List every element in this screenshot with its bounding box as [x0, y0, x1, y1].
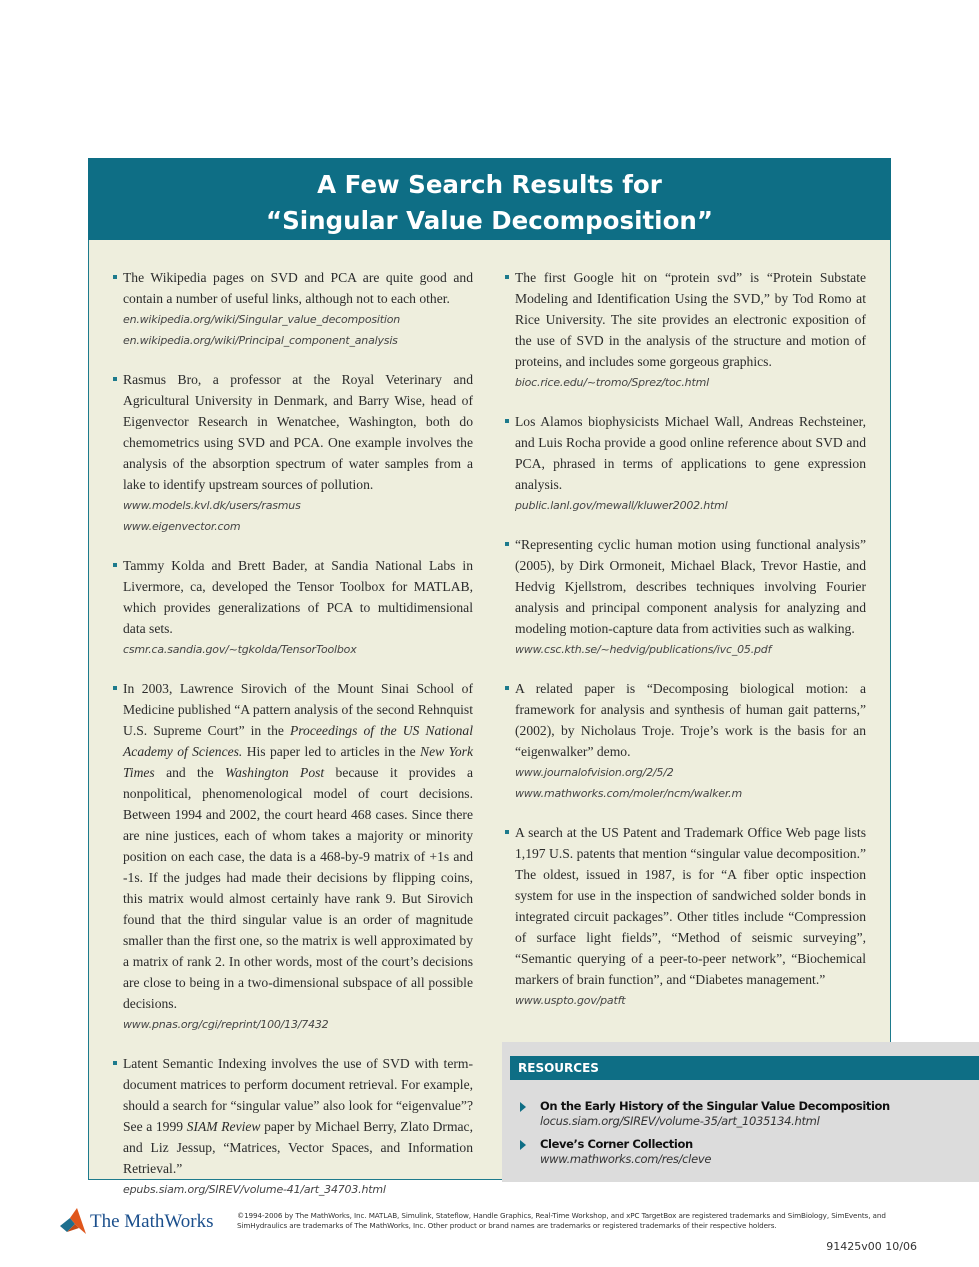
link-url[interactable]: www.eigenvector.com [123, 520, 241, 533]
resource-url[interactable]: www.mathworks.com/res/cleve [540, 1152, 712, 1166]
bullet-icon [505, 830, 509, 834]
item-text: Rasmus Bro, a professor at the Royal Veterinary and Agricultural University in Denmark, and Barry Wise, head of Eigenvector Research in Wenatchee, Washington, both do chemometrics using SVD and PCA. One example involves the analysis of the absorption spectrum of water samples from a lake to identify upstream sources of pollution. [123, 372, 473, 492]
document-code: 91425v00 10/06 [826, 1240, 917, 1253]
item-text: A search at the US Patent and Trademark Office Web page lists 1,197 U.S. patents that mention “singular value decomposition.” The oldest, issued in 1987, is for “A fiber optic inspection system for use in the inspection of sandwiched solder bonds in integrated circuit packages”. Other titles include “Compression of surface light fields”, “Method of seismic surveying”, “Semantic querying of a peer-to-peer network”, “Biochemical markers of brain function”, and “Diabetes management.” [515, 825, 866, 987]
link-url[interactable]: en.wikipedia.org/wiki/Singular_value_decomposition [123, 313, 401, 326]
list-item [505, 822, 866, 1011]
item-text-part: Latent Semantic Indexing involves the use of SVD with term-document matrices to perform document retrieval. For example, should a search for “singular value” also look for “eigenvalue”? See a 1999 [123, 1056, 473, 1134]
item-text-part: because it provides a nonpolitical, phenomenological model of court decisions. Between 1994 and 2002, the court heard 468 cases. Since there are nine justices, each of whom takes a majority or minority position on each case, the data is a 468-by-9 matrix of +1s and -1s. If the judges had made their decisions by flipping coins, this matrix would almost certainly have rank 9. But Sirovich found that the third singular value is an order of magnitude smaller than the first one, so the matrix is well approximated by a matrix of rank 2. In other words, most of the court’s decisions are close to being in a two-dimensional subspace of all possible decisions. [123, 765, 473, 1011]
right-column [505, 267, 866, 1029]
link-url[interactable]: www.models.kvl.dk/users/rasmus [123, 499, 301, 512]
list-item [505, 534, 866, 660]
resource-url[interactable]: locus.siam.org/SIREV/volume-35/art_1035134.html [540, 1114, 820, 1128]
link-url[interactable]: www.mathworks.com/moler/ncm/walker.m [515, 787, 742, 800]
mathworks-logo-icon [58, 1206, 90, 1236]
bullet-icon [505, 275, 509, 279]
title-line-1: A Few Search Results for [317, 170, 662, 199]
legal-notice: ©1994-2006 by The MathWorks, Inc. MATLAB, Simulink, Stateflow, Handle Graphics, Real-Time Workshop, and xPC TargetBox are registered trademarks and SimBiology, SimEvents, and SimHydraulics are trademarks of The MathWorks, Inc. Other product or brand names are trademarks or registered trademarks of their respective holders. [237, 1211, 886, 1230]
logo-text: The MathWorks [90, 1211, 214, 1232]
item-text: “Representing cyclic human motion using functional analysis” (2005), by Dirk Ormoneit, Michael Black, Trevor Hastie, and Hedvig Kjellstrom, describes techniques involving Fourier analysis and principal component analysis for analyzing and modeling motion-capture data from activities such as walking. [515, 537, 866, 636]
list-item [113, 1053, 473, 1200]
item-text: A related paper is “Decomposing biological motion: a framework for analysis and synthesis of human gait patterns,” (2002), by Nicholaus Troje. Troje’s work is the basis for an “eigenwalker” demo. [515, 681, 866, 759]
newspaper-name: New York Times [123, 744, 474, 780]
resources-header: RESOURCES [510, 1056, 979, 1080]
link-url[interactable]: www.csc.kth.se/~hedvig/publications/ivc_05.pdf [515, 643, 772, 656]
newspaper-name: Washington Post [225, 765, 325, 780]
item-text-part: His paper led to articles in the [242, 744, 421, 759]
left-column [113, 267, 473, 1218]
link-url[interactable]: bioc.rice.edu/~tromo/Sprez/toc.html [515, 376, 709, 389]
bullet-icon [113, 275, 117, 279]
bullet-icon [113, 1061, 117, 1065]
list-item [505, 678, 866, 804]
item-text-part: and the [154, 765, 225, 780]
item-text: Los Alamos biophysicists Michael Wall, Andreas Rechsteiner, and Luis Rocha provide a good online reference about SVD and PCA, phrased in terms of applications to gene expression analysis. [515, 414, 866, 492]
list-item [113, 369, 473, 537]
link-url[interactable]: public.lanl.gov/mewall/kluwer2002.html [515, 499, 728, 512]
item-text: The Wikipedia pages on SVD and PCA are quite good and contain a number of useful links, although not to each other. [123, 270, 473, 306]
arrow-right-icon [520, 1140, 526, 1150]
item-text: Tammy Kolda and Brett Bader, at Sandia National Labs in Livermore, ca, developed the Tensor Toolbox for MATLAB, which provides generalizations of PCA to multidimensional data sets. [123, 558, 473, 636]
bullet-icon [505, 542, 509, 546]
bullet-icon [505, 686, 509, 690]
item-text [123, 678, 473, 1014]
list-item [505, 411, 866, 516]
bullet-icon [505, 419, 509, 423]
page-title [88, 158, 891, 240]
list-item [113, 555, 473, 660]
link-url[interactable]: www.uspto.gov/patft [515, 994, 626, 1007]
link-url[interactable]: en.wikipedia.org/wiki/Principal_component_analysis [123, 334, 398, 347]
item-text-part: paper by Michael Berry, Zlato Drmac, and Liz Jessup, “Matrices, Vector Spaces, and Information Retrieval.” [123, 1119, 473, 1176]
bullet-icon [113, 686, 117, 690]
list-item [505, 267, 866, 393]
journal-name: Proceedings of the US National Academy of Sciences. [123, 723, 473, 759]
bullet-icon [113, 563, 117, 567]
link-url[interactable]: www.pnas.org/cgi/reprint/100/13/7432 [123, 1018, 329, 1031]
link-url[interactable]: csmr.ca.sandia.gov/~tgkolda/TensorToolbox [123, 643, 357, 656]
bullet-icon [113, 377, 117, 381]
resource-title[interactable]: On the Early History of the Singular Value Decomposition [540, 1099, 890, 1113]
item-text-part: In 2003, Lawrence Sirovich of the Mount Sinai School of Medicine published “A pattern analysis of the second Rehnquist U.S. Supreme Court” in the [123, 681, 473, 738]
link-url[interactable]: epubs.siam.org/SIREV/volume-41/art_34703.html [123, 1183, 386, 1196]
list-item [113, 678, 473, 1035]
list-item [113, 267, 473, 351]
arrow-right-icon [520, 1102, 526, 1112]
item-text [123, 1053, 473, 1179]
journal-name: SIAM Review [186, 1119, 261, 1134]
link-url[interactable]: www.journalofvision.org/2/5/2 [515, 766, 674, 779]
title-line-2: “Singular Value Decomposition” [266, 206, 713, 235]
resource-title[interactable]: Cleve’s Corner Collection [540, 1137, 693, 1151]
item-text: The first Google hit on “protein svd” is “Protein Substate Modeling and Identification Using the SVD,” by Tod Romo at Rice University. The site provides an electronic exposition of the use of SVD in the analysis of the structure and motion of proteins, and includes some gorgeous graphics. [515, 270, 866, 369]
